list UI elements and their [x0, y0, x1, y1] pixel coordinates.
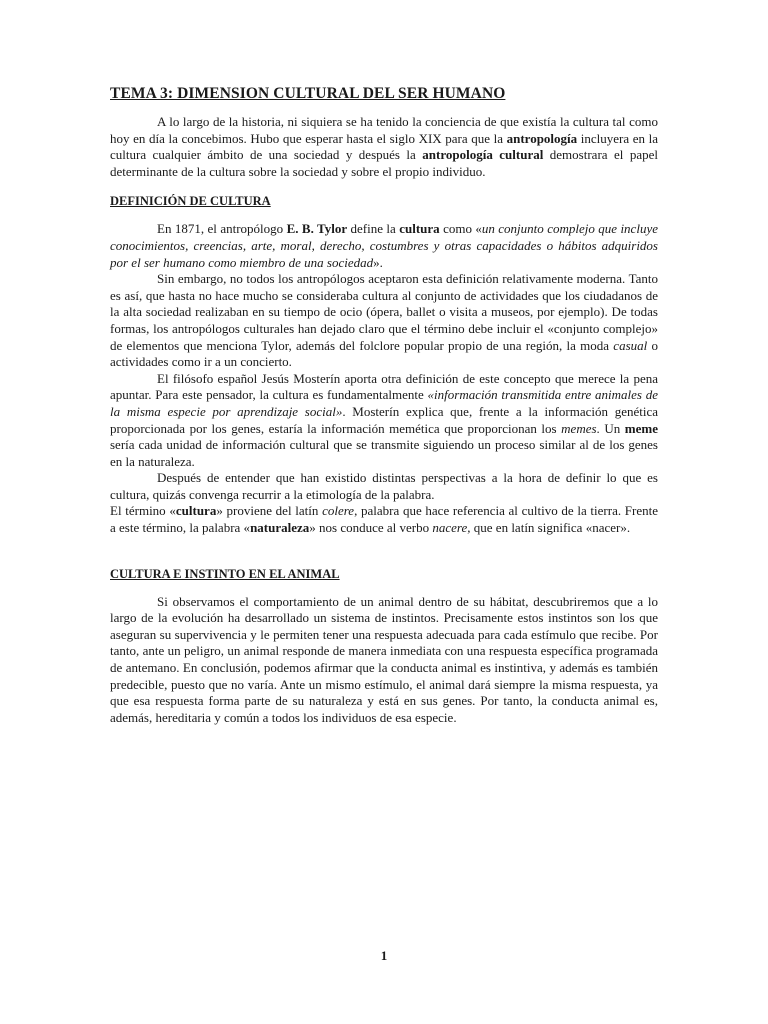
italic-term: memes — [561, 420, 597, 436]
section-heading-instinto: CULTURA E INSTINTO EN EL ANIMAL — [110, 566, 340, 581]
definition-paragraph-tylor: En 1871, el antropólogo E. B. Tylor define la cultura como «un conjunto complejo que incluye conocimientos, creencias, arte, moral, derecho, costumbres y otras capacidades o hábitos adquiridos por el ser humano como miembro de una sociedad». — [110, 221, 658, 270]
bold-term: meme — [624, 420, 658, 436]
bold-term: cultura — [175, 503, 217, 519]
intro-paragraph: A lo largo de la historia, ni siquiera se ha tenido la conciencia de que existía la cultura tal como hoy en día la concebimos. Hubo que esperar hasta el siglo XIX para que la antropología incluyera en la cultura cualquier ámbito de una sociedad y después la antropología cultural demostrara el papel determinante de la cultura sobre la sociedad y sobre el propio individuo. — [110, 114, 658, 179]
bold-term: E. B. Tylor — [286, 221, 348, 237]
italic-term: nacere, — [432, 520, 471, 536]
bold-term: cultura — [399, 221, 440, 237]
bold-term: antropología — [506, 130, 578, 146]
document-title: TEMA 3: DIMENSION CULTURAL DEL SER HUMANO — [110, 85, 506, 102]
italic-term: colere — [322, 503, 355, 519]
page-number: 1 — [380, 948, 388, 963]
instinct-paragraph: Si observamos el comportamiento de un animal dentro de su hábitat, descubriremos que a lo largo de la evolución ha desarrollado un sistema de instintos. Precisamente estos instintos son los que aseguran su supervivencia y le permiten tener una respuesta adecuada para cada estímulo que recibe. Por tanto, ante un peligro, un animal responde de manera inmediata con una respuesta específica programada de antemano. En conclusión, podemos afirmar que la conducta animal es instintiva, y además es también predecible, puesto que no varía. Ante un mismo estímulo, el animal dará siempre la misma respuesta, ya que esa respuesta forma parte de su naturaleza y está en sus genes. Por tanto, la conducta animal es, además, hereditaria y común a todos los individuos de esa especie. — [110, 593, 658, 725]
bold-term: antropología cultural — [422, 147, 544, 163]
italic-term: un conjunto complejo que incluye conocimientos, creencias, arte, moral, derecho, costumbres y otras capacidades o hábitos adquiridos por el ser humano como miembro de una sociedad — [110, 221, 658, 270]
definition-paragraph-antropologos: Sin embargo, no todos los antropólogos aceptaron esta definición relativamente moderna. Tanto es así, que hasta no hace mucho se consideraba cultura al conjunto de actividades que los ciudadanos de la alta sociedad realizaban en su tiempo de ocio (ópera, ballet o visita a museos, por ejemplo). De todas formas, los antropólogos culturales han dejado claro que el término debe incluir el «conjunto complejo» de elementos que menciona Tylor, además del folclore popular propio de una región, la moda casual o actividades como ir a un concierto. — [110, 271, 659, 370]
page-content — [110, 85, 658, 726]
definition-paragraph-termino: El término «cultura» proviene del latín colere, palabra que hace referencia al cultivo de la tierra. Frente a este término, la palabra «naturaleza» nos conduce al verbo nacere, que en latín significa «nacer». — [110, 503, 658, 536]
bold-term: naturaleza — [250, 520, 310, 536]
italic-term: «información transmitida entre animales de la misma especie por aprendizaje social» — [110, 387, 658, 419]
section-heading-definicion: DEFINICIÓN DE CULTURA — [110, 194, 271, 209]
definition-paragraph-etimologia: Después de entender que han existido distintas perspectivas a la hora de definir lo que es cultura, quizás convenga recurrir a la etimología de la palabra. — [110, 470, 658, 502]
definition-paragraph-mosterin: El filósofo español Jesús Mosterín aporta otra definición de este concepto que merece la pena apuntar. Para este pensador, la cultura es fundamentalmente «información transmitida entre animales de la misma especie por aprendizaje social». Mosterín explica que, frente a la información genética proporcionada por los genes, estaría la información memética que proporcionan los memes. Un meme sería cada unidad de información cultural que se transmite siguiendo un proceso similar al de los genes en la naturaleza. — [110, 370, 659, 469]
italic-term: casual — [613, 337, 648, 353]
